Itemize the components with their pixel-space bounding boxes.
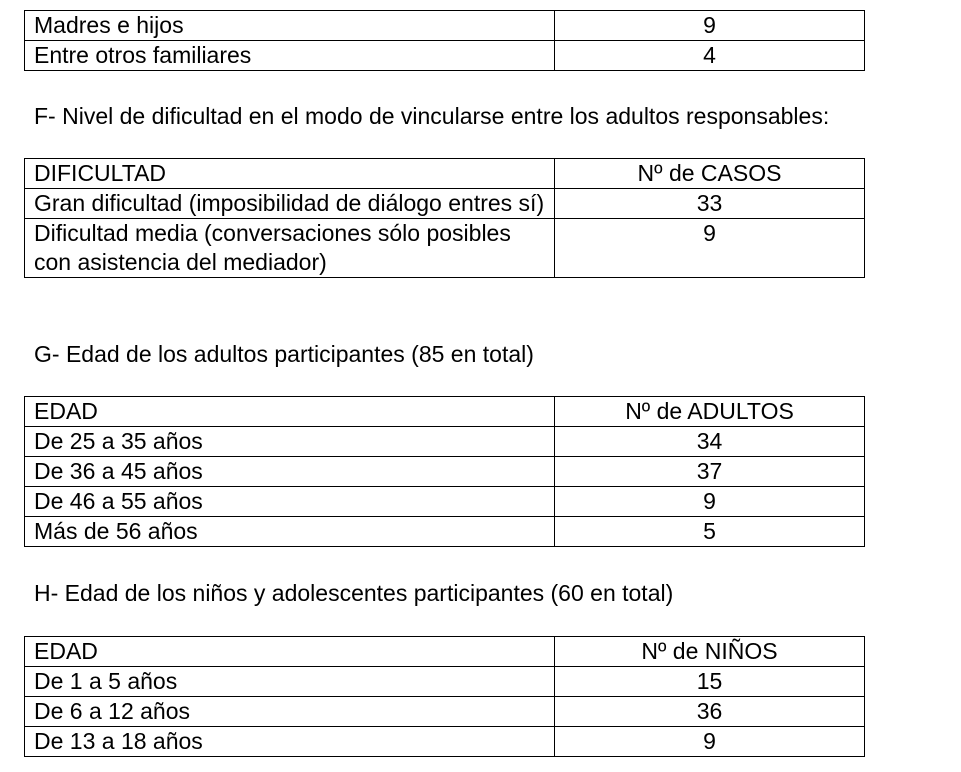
table-cell-label: Gran dificultad (imposibilidad de diálogo entres sí)	[25, 189, 555, 219]
table-row	[25, 697, 865, 727]
table-row	[25, 11, 865, 41]
table-row	[25, 667, 865, 697]
table-cell-count: 9	[555, 727, 865, 757]
table-cell-count: 37	[555, 457, 865, 487]
column-header-difficulty: DIFICULTAD	[25, 159, 555, 189]
relationship-table	[24, 10, 865, 71]
table-cell-count: 9	[555, 11, 865, 41]
column-header-children: Nº de NIÑOS	[555, 637, 865, 667]
section-f-heading: F- Nivel de dificultad en el modo de vincularse entre los adultos responsables:	[34, 103, 830, 129]
table-row	[25, 487, 865, 517]
table-cell-label: De 46 a 55 años	[25, 487, 555, 517]
table-cell-label: De 1 a 5 años	[25, 667, 555, 697]
table-row	[25, 189, 865, 219]
table-cell-count: 9	[555, 219, 865, 278]
adult-age-table	[24, 396, 865, 547]
table-cell-count: 4	[555, 41, 865, 71]
table-cell-label: De 13 a 18 años	[25, 727, 555, 757]
table-row	[25, 41, 865, 71]
table-cell-count: 9	[555, 487, 865, 517]
table-cell-label: De 25 a 35 años	[25, 427, 555, 457]
table-row	[25, 427, 865, 457]
table-cell-count: 5	[555, 517, 865, 547]
table-row	[25, 517, 865, 547]
table-cell-label: Más de 56 años	[25, 517, 555, 547]
column-header-cases: Nº de CASOS	[555, 159, 865, 189]
table-cell-label: Madres e hijos	[25, 11, 555, 41]
table-header-row	[25, 397, 865, 427]
table-cell-label: De 36 a 45 años	[25, 457, 555, 487]
table-header-row	[25, 637, 865, 667]
column-header-age: EDAD	[25, 637, 555, 667]
table-cell-label: Dificultad media (conversaciones sólo posibles con asistencia del mediador)	[25, 219, 555, 278]
section-g-heading: G- Edad de los adultos participantes (85 en total)	[34, 341, 534, 367]
children-age-table	[24, 636, 865, 757]
table-cell-label: Entre otros familiares	[25, 41, 555, 71]
table-header-row	[25, 159, 865, 189]
column-header-age: EDAD	[25, 397, 555, 427]
section-h-heading: H- Edad de los niños y adolescentes participantes (60 en total)	[34, 580, 674, 606]
difficulty-table	[24, 158, 865, 278]
table-cell-label: De 6 a 12 años	[25, 697, 555, 727]
table-row	[25, 219, 865, 278]
table-row	[25, 457, 865, 487]
table-cell-count: 36	[555, 697, 865, 727]
table-row	[25, 727, 865, 757]
table-cell-count: 15	[555, 667, 865, 697]
table-cell-count: 34	[555, 427, 865, 457]
table-cell-count: 33	[555, 189, 865, 219]
column-header-adults: Nº de ADULTOS	[555, 397, 865, 427]
